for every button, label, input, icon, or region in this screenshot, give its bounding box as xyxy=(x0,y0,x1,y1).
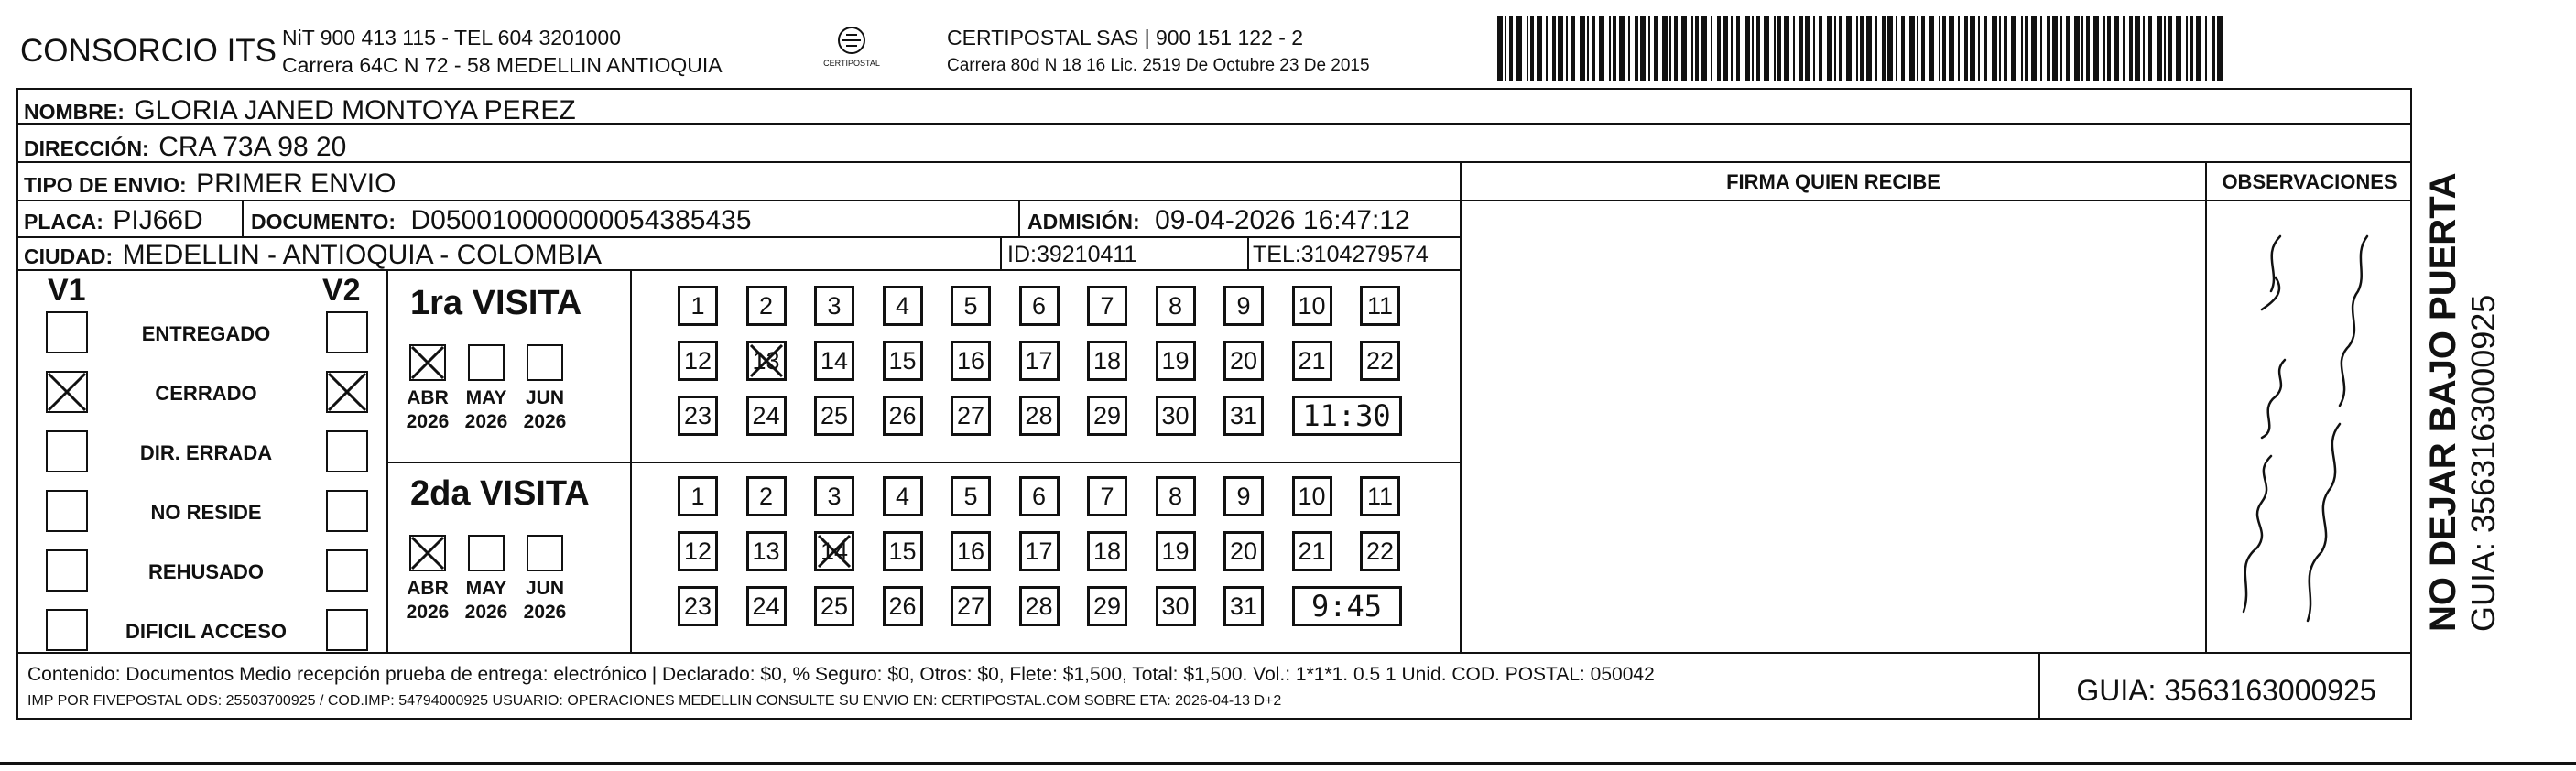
barcode-bar xyxy=(1813,16,1815,81)
barcode-bar xyxy=(1717,16,1721,81)
first-month-label: MAY 2026 xyxy=(464,387,508,433)
barcode-bar xyxy=(1516,16,1522,81)
second-month-label: JUN 2026 xyxy=(523,578,567,624)
second-day-cell: 24 xyxy=(746,586,787,626)
barcode-bar xyxy=(2190,16,2193,81)
second-day-cell: 6 xyxy=(1019,476,1060,516)
second-day-cell: 25 xyxy=(814,586,854,626)
barcode-bar xyxy=(1860,16,1864,81)
barcode-bar xyxy=(1799,16,1803,81)
second-day-cell: 13 xyxy=(746,531,787,571)
barcode-bar xyxy=(1964,16,1968,81)
first-day-cell: 7 xyxy=(1087,286,1127,326)
first-day-cell: 30 xyxy=(1156,396,1196,436)
v2-checkbox xyxy=(326,311,368,353)
barcode-bar xyxy=(1939,16,1940,81)
first-day-cell: 2 xyxy=(746,286,787,326)
nombre-field xyxy=(24,97,576,125)
barcode-bar xyxy=(2205,16,2207,81)
tipo-envio-label: TIPO DE ENVIO: xyxy=(24,173,187,197)
barcode-bar xyxy=(1711,16,1712,81)
second-day-cell: 10 xyxy=(1292,476,1332,516)
contenido-line: Contenido: Documentos Medio recepción prueba de entrega: electrónico | Declarado: $0, % Seguro: $0, Otros: $0, Flete: $1,500, Total: $1,500. Vol.: 1*1*1. 0.5 1 Unid. COD. POSTAL: 050042 xyxy=(27,664,1655,685)
barcode-bar xyxy=(1805,16,1810,81)
v1-checkbox xyxy=(46,311,88,353)
barcode-bar xyxy=(1723,16,1728,81)
barcode-bar xyxy=(2143,16,2145,81)
barcode-bar xyxy=(2186,16,2188,81)
documento-field xyxy=(251,207,752,234)
footer-guia: GUIA: 3563163000925 xyxy=(2076,674,2376,707)
second-visit-title: 2da VISITA xyxy=(410,474,590,513)
first-day-cell: 4 xyxy=(883,286,923,326)
barcode-bar xyxy=(1978,16,1980,81)
second-day-cell: 18 xyxy=(1087,531,1127,571)
barcode-bar xyxy=(2011,16,2016,81)
second-day-mark xyxy=(816,533,853,570)
certipostal-logo xyxy=(806,22,897,75)
courier-name: CERTIPOSTAL SAS | 900 151 122 - 2 xyxy=(947,26,1304,49)
admision-field xyxy=(1027,207,1410,234)
second-day-cell: 16 xyxy=(951,531,991,571)
second-day-cell: 1 xyxy=(678,476,718,516)
barcode-bar xyxy=(2212,16,2215,81)
barcode-bar xyxy=(1958,16,1960,81)
second-day-cell: 4 xyxy=(883,476,923,516)
barcode-bar xyxy=(2103,16,2105,81)
second-month-checkbox xyxy=(468,535,505,571)
first-day-cell: 21 xyxy=(1292,341,1332,381)
id-field xyxy=(1007,244,1136,266)
v1-check-mark xyxy=(46,371,88,413)
barcode-bar xyxy=(1752,16,1754,81)
barcode-bar xyxy=(1640,16,1646,81)
barcode-bar xyxy=(1681,16,1687,81)
first-day-cell: 11 xyxy=(1360,286,1400,326)
first-day-cell: 31 xyxy=(1223,396,1264,436)
first-day-cell: 20 xyxy=(1223,341,1264,381)
barcode-bar xyxy=(1896,16,1897,81)
second-day-cell: 20 xyxy=(1223,531,1264,571)
tipo-envio-value: PRIMER ENVIO xyxy=(196,168,397,199)
certipostal-emblem-icon xyxy=(806,22,897,75)
barcode-bar xyxy=(1756,16,1760,81)
barcode xyxy=(1497,16,2230,81)
first-day-cell: 25 xyxy=(814,396,854,436)
barcode-bar xyxy=(1691,16,1693,81)
barcode-bar xyxy=(1942,16,1946,81)
second-day-cell: 11 xyxy=(1360,476,1400,516)
barcode-bar xyxy=(1949,16,1954,81)
barcode-bar xyxy=(1764,16,1769,81)
second-day-cell: 12 xyxy=(678,531,718,571)
second-day-cell: 5 xyxy=(951,476,991,516)
barcode-bar xyxy=(1619,16,1625,81)
barcode-bar xyxy=(2176,16,2181,81)
barcode-bar xyxy=(1921,16,1925,81)
first-day-cell: 19 xyxy=(1156,341,1196,381)
first-month-checkbox xyxy=(527,344,563,381)
barcode-bar xyxy=(1774,16,1776,81)
barcode-bar xyxy=(2021,16,2023,81)
barcode-bar xyxy=(1819,16,1822,81)
first-day-cell: 29 xyxy=(1087,396,1127,436)
barcode-bar xyxy=(1654,16,1658,81)
tel-field xyxy=(1253,244,1429,266)
barcode-bar xyxy=(2135,16,2140,81)
barcode-bar xyxy=(1662,16,1668,81)
status-label: CERRADO xyxy=(155,382,257,405)
barcode-bar xyxy=(2066,16,2070,81)
second-day-cell: 7 xyxy=(1087,476,1127,516)
first-day-cell: 16 xyxy=(951,341,991,381)
first-day-cell: 26 xyxy=(883,396,923,436)
barcode-bar xyxy=(2196,16,2201,81)
first-day-cell: 9 xyxy=(1223,286,1264,326)
direccion-label: DIRECCIÓN: xyxy=(24,136,149,160)
barcode-bar xyxy=(2217,16,2223,81)
barcode-bar xyxy=(1530,16,1534,81)
barcode-bar xyxy=(1917,16,1918,81)
v2-label: V2 xyxy=(322,273,361,308)
company-nit: NiT 900 413 115 - TEL 604 3201000 xyxy=(282,26,621,49)
barcode-bar xyxy=(1731,16,1733,81)
barcode-bar xyxy=(1628,16,1630,81)
admision-label: ADMISIÓN: xyxy=(1027,210,1140,233)
barcode-bar xyxy=(2168,16,2172,81)
second-month-checkbox xyxy=(527,535,563,571)
second-day-cell: 21 xyxy=(1292,531,1332,571)
barcode-bar xyxy=(1527,16,1528,81)
barcode-bar xyxy=(2081,16,2083,81)
second-day-cell: 31 xyxy=(1223,586,1264,626)
second-month-mark xyxy=(409,535,446,571)
barcode-bar xyxy=(1887,16,1893,81)
barcode-bar xyxy=(1648,16,1650,81)
barcode-bar xyxy=(1571,16,1575,81)
second-day-cell: 8 xyxy=(1156,476,1196,516)
barcode-bar xyxy=(1984,16,1987,81)
barcode-bar xyxy=(2093,16,2099,81)
first-day-cell: 14 xyxy=(814,341,854,381)
barcode-bar xyxy=(1537,16,1542,81)
courier-license: Carrera 80d N 18 16 Lic. 2519 De Octubre 23 De 2015 xyxy=(947,56,1370,75)
tel-label: TEL: xyxy=(1253,242,1301,267)
status-label: REHUSADO xyxy=(148,560,264,583)
barcode-bar xyxy=(2004,16,2007,81)
ciudad-label: CIUDAD: xyxy=(24,244,114,268)
v2-checkbox xyxy=(326,549,368,592)
v2-checkbox xyxy=(326,430,368,472)
tipo-envio-field xyxy=(24,170,396,198)
second-day-cell: 14 xyxy=(814,531,854,571)
v1-checkbox xyxy=(46,549,88,592)
v2-checkbox xyxy=(326,609,368,651)
first-day-cell: 13 xyxy=(746,341,787,381)
documento-value: D050010000000054385435 xyxy=(410,205,752,235)
barcode-bar xyxy=(2123,16,2125,81)
second-day-cell: 30 xyxy=(1156,586,1196,626)
barcode-bar xyxy=(1827,16,1832,81)
barcode-bar xyxy=(1882,16,1886,81)
barcode-bar xyxy=(1674,16,1678,81)
barcode-bar xyxy=(2052,16,2058,81)
barcode-bar xyxy=(1736,16,1740,81)
barcode-bar xyxy=(1695,16,1699,81)
second-day-cell: 22 xyxy=(1360,531,1400,571)
barcode-bar xyxy=(1846,16,1852,81)
second-day-cell: 9 xyxy=(1223,476,1264,516)
barcode-bar xyxy=(1558,16,1563,81)
status-label: NO RESIDE xyxy=(150,501,262,524)
barcode-bar xyxy=(1580,16,1585,81)
v1-label: V1 xyxy=(48,273,86,308)
second-day-cell: 27 xyxy=(951,586,991,626)
barcode-bar xyxy=(1613,16,1616,81)
barcode-bar xyxy=(1599,16,1604,81)
first-time-box: 11:30 xyxy=(1292,396,1402,436)
barcode-bar xyxy=(1592,16,1595,81)
direccion-value: CRA 73A 98 20 xyxy=(158,132,347,162)
barcode-bar xyxy=(2164,16,2166,81)
first-month-checkbox xyxy=(468,344,505,381)
barcode-bar xyxy=(1777,16,1781,81)
barcode-bar xyxy=(1866,16,1872,81)
admision-value: 09-04-2026 16:47:12 xyxy=(1155,205,1410,235)
nombre-value: GLORIA JANED MONTOYA PEREZ xyxy=(134,95,576,125)
barcode-bar xyxy=(1992,16,1997,81)
first-month-label: ABR 2026 xyxy=(406,387,450,433)
barcode-bar xyxy=(1901,16,1905,81)
barcode-bar xyxy=(1566,16,1568,81)
barcode-bar xyxy=(1505,16,1506,81)
second-day-cell: 15 xyxy=(883,531,923,571)
barcode-bar xyxy=(2060,16,2062,81)
placa-value: PIJ66D xyxy=(113,205,203,235)
barcode-bar xyxy=(1929,16,1934,81)
first-day-cell: 23 xyxy=(678,396,718,436)
barcode-bar xyxy=(1834,16,1836,81)
first-month-label: JUN 2026 xyxy=(523,387,567,433)
direccion-field xyxy=(24,134,346,161)
id-label: ID: xyxy=(1007,242,1037,267)
placa-field xyxy=(24,207,203,234)
second-day-cell: 2 xyxy=(746,476,787,516)
barcode-bar xyxy=(1970,16,1975,81)
barcode-bar xyxy=(1635,16,1638,81)
status-label: DIFICIL ACCESO xyxy=(125,620,287,643)
id-value: 39210411 xyxy=(1036,242,1137,267)
imp-line: IMP POR FIVEPOSTAL ODS: 25503700925 / COD.IMP: 54794000925 USUARIO: OPERACIONES MEDELLIN CONSULTE SU ENVIO EN: CERTIPOSTAL.COM SOBRE ETA: 2026-04-13 D+2 xyxy=(27,693,1282,709)
handwritten-observation xyxy=(2207,200,2412,652)
barcode-bar xyxy=(2107,16,2111,81)
v1-checkbox xyxy=(46,430,88,472)
side-guia: GUIA: 3563163000925 xyxy=(2464,294,2502,632)
first-day-cell: 28 xyxy=(1019,396,1060,436)
documento-label: DOCUMENTO: xyxy=(251,210,397,233)
barcode-bar xyxy=(1669,16,1671,81)
first-day-cell: 10 xyxy=(1292,286,1332,326)
barcode-bar xyxy=(2086,16,2090,81)
v1-checkbox xyxy=(46,490,88,532)
first-day-cell: 18 xyxy=(1087,341,1127,381)
first-day-cell: 22 xyxy=(1360,341,1400,381)
second-day-cell: 3 xyxy=(814,476,854,516)
barcode-bar xyxy=(1999,16,2001,81)
barcode-bar xyxy=(2148,16,2152,81)
first-visit-title: 1ra VISITA xyxy=(410,284,582,322)
first-day-cell: 8 xyxy=(1156,286,1196,326)
barcode-bar xyxy=(1745,16,1750,81)
barcode-bar xyxy=(1552,16,1556,81)
first-day-mark xyxy=(748,342,785,379)
second-day-cell: 23 xyxy=(678,586,718,626)
barcode-bar xyxy=(1909,16,1915,81)
first-day-cell: 17 xyxy=(1019,341,1060,381)
barcode-bar xyxy=(2040,16,2042,81)
v2-check-mark xyxy=(326,371,368,413)
barcode-bar xyxy=(2157,16,2162,81)
barcode-bar xyxy=(1701,16,1707,81)
first-day-cell: 6 xyxy=(1019,286,1060,326)
barcode-bar xyxy=(1509,16,1513,81)
first-day-cell: 24 xyxy=(746,396,787,436)
no-dejar-warning: NO DEJAR BAJO PUERTA xyxy=(2423,172,2463,632)
status-label: DIR. ERRADA xyxy=(139,441,273,464)
barcode-bar xyxy=(2074,16,2080,81)
second-day-cell: 29 xyxy=(1087,586,1127,626)
barcode-bar xyxy=(2047,16,2050,81)
company-address: Carrera 64C N 72 - 58 MEDELLIN ANTIOQUIA xyxy=(282,53,723,77)
status-label: ENTREGADO xyxy=(141,322,271,345)
nombre-label: NOMBRE: xyxy=(24,100,125,124)
barcode-bar xyxy=(2025,16,2028,81)
second-day-cell: 26 xyxy=(883,586,923,626)
first-day-cell: 3 xyxy=(814,286,854,326)
v2-checkbox xyxy=(326,490,368,532)
barcode-bar xyxy=(1497,16,1503,81)
barcode-bar xyxy=(1793,16,1795,81)
barcode-bar xyxy=(1875,16,1877,81)
second-day-cell: 19 xyxy=(1156,531,1196,571)
company-name: CONSORCIO ITS xyxy=(20,33,277,69)
barcode-bar xyxy=(1609,16,1611,81)
barcode-bar xyxy=(2114,16,2119,81)
second-month-label: MAY 2026 xyxy=(464,578,508,624)
firma-header: FIRMA QUIEN RECIBE xyxy=(1726,170,1940,193)
v1-checkbox xyxy=(46,609,88,651)
ciudad-value: MEDELLIN - ANTIOQUIA - COLOMBIA xyxy=(122,240,602,270)
observaciones-header: OBSERVACIONES xyxy=(2222,170,2397,193)
first-day-cell: 27 xyxy=(951,396,991,436)
second-month-label: ABR 2026 xyxy=(406,578,450,624)
first-day-cell: 5 xyxy=(951,286,991,326)
barcode-bar xyxy=(2129,16,2133,81)
barcode-bar xyxy=(1856,16,1858,81)
first-day-cell: 12 xyxy=(678,341,718,381)
second-time-box: 9:45 xyxy=(1292,586,1402,626)
barcode-bar xyxy=(1546,16,1548,81)
first-day-cell: 15 xyxy=(883,341,923,381)
barcode-bar xyxy=(2031,16,2037,81)
placa-label: PLACA: xyxy=(24,210,103,233)
first-month-mark xyxy=(409,344,446,381)
barcode-bar xyxy=(1587,16,1589,81)
ciudad-field xyxy=(24,242,602,269)
barcode-bar xyxy=(1839,16,1842,81)
svg-text:CERTIPOSTAL: CERTIPOSTAL xyxy=(823,59,880,68)
tel-value: 3104279574 xyxy=(1300,242,1429,267)
barcode-bar xyxy=(1784,16,1789,81)
second-day-cell: 28 xyxy=(1019,586,1060,626)
first-day-cell: 1 xyxy=(678,286,718,326)
second-day-cell: 17 xyxy=(1019,531,1060,571)
